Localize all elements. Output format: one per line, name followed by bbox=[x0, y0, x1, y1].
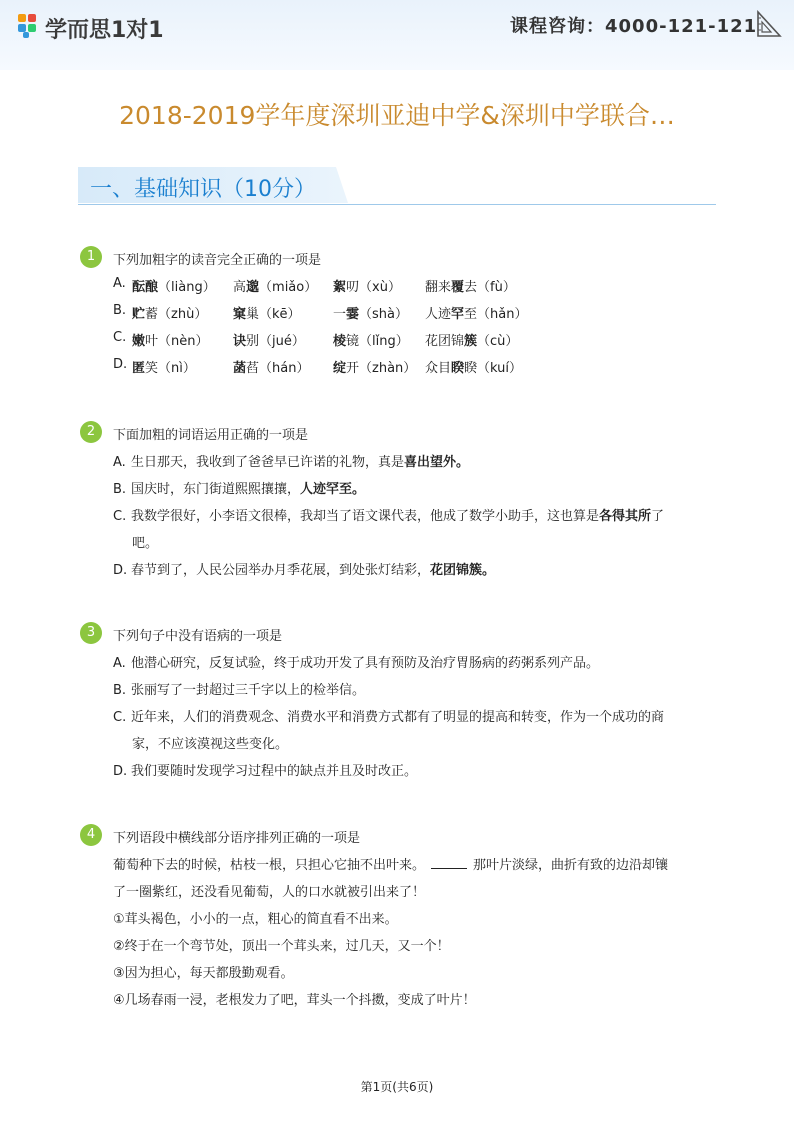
bold-term: 睽 bbox=[451, 361, 465, 376]
option-text: （miǎo） bbox=[259, 280, 318, 295]
question-number-badge: 1 bbox=[80, 246, 102, 268]
bold-term: 人迹罕至。 bbox=[300, 482, 366, 497]
option-text: 高 bbox=[233, 280, 247, 295]
document-title: 2018-2019学年度深圳亚迪中学&深圳中学联合… bbox=[119, 101, 675, 130]
question-stem: 下面加粗的词语运用正确的一项是 bbox=[113, 428, 309, 443]
option-item bbox=[333, 330, 409, 349]
bold-term: 菡 bbox=[233, 361, 247, 376]
bold-term: 嫩 bbox=[132, 334, 146, 349]
option-text: 别（jué） bbox=[246, 334, 305, 349]
option-text: 叨（xù） bbox=[346, 280, 401, 295]
passage-line: 了一圈紫红，还没看见葡萄，人的口水就被引出来了！ bbox=[113, 885, 426, 900]
passage-line bbox=[113, 854, 668, 873]
option-row bbox=[113, 679, 365, 698]
bold-term: 酝酿 bbox=[132, 280, 159, 295]
option-text: 了 bbox=[651, 509, 665, 524]
option-item bbox=[425, 303, 527, 322]
option-text: 至（hǎn） bbox=[464, 307, 528, 322]
option-text: 巢（kē） bbox=[246, 307, 301, 322]
option-text: 翻来 bbox=[425, 280, 452, 295]
sentence-item: ④几场春雨一浸，老根发力了吧，茸头一个抖擞，变成了叶片！ bbox=[113, 993, 476, 1008]
passage-text: 那叶片淡绿，曲折有致的边沿却镶 bbox=[473, 858, 669, 873]
option-row bbox=[113, 303, 713, 321]
option-row bbox=[113, 652, 599, 671]
bold-term: 诀 bbox=[233, 334, 247, 349]
option-label: B. bbox=[113, 303, 127, 318]
bold-term: 贮 bbox=[132, 307, 146, 322]
option-item bbox=[333, 276, 401, 295]
option-text: （cù） bbox=[477, 334, 519, 349]
question-stem: 下列句子中没有语病的一项是 bbox=[113, 629, 283, 644]
option-label: B. bbox=[113, 683, 127, 698]
bold-term: 绽 bbox=[333, 361, 347, 376]
option-label: D. bbox=[113, 764, 128, 779]
bold-term: 棱 bbox=[333, 334, 347, 349]
option-label: C. bbox=[113, 330, 127, 345]
question-stem: 下列加粗字的读音完全正确的一项是 bbox=[113, 253, 322, 268]
option-text: 众目 bbox=[425, 361, 452, 376]
option-text: 开（zhàn） bbox=[346, 361, 417, 376]
question-number-badge: 2 bbox=[80, 421, 102, 443]
option-label: B. bbox=[113, 482, 127, 497]
ruler-triangle-icon bbox=[756, 10, 782, 38]
option-text: （shà） bbox=[359, 307, 409, 322]
bold-term: 窠 bbox=[233, 307, 247, 322]
question-number-badge: 3 bbox=[80, 622, 102, 644]
option-text: 国庆时，东门街道熙熙攘攘， bbox=[131, 482, 301, 497]
option-text: 叶（nèn） bbox=[145, 334, 209, 349]
option-row bbox=[113, 706, 664, 725]
option-text: （liàng） bbox=[158, 280, 216, 295]
bold-term: 花团锦簇。 bbox=[430, 563, 496, 578]
option-item bbox=[333, 357, 416, 376]
brand-logo[interactable] bbox=[12, 8, 212, 43]
option-text: 我数学很好，小李语文很棒，我却当了语文课代表，他成了数学小助手，这也算是 bbox=[131, 509, 600, 524]
option-text: 睽（kuí） bbox=[464, 361, 523, 376]
option-text: 生日那天，我收到了爸爸早已许诺的礼物，真是 bbox=[131, 455, 405, 470]
bold-term: 覆 bbox=[451, 280, 465, 295]
option-item bbox=[132, 276, 216, 295]
option-text: 我们要随时发现学习过程中的缺点并且及时改正。 bbox=[131, 764, 418, 779]
page-header bbox=[0, 0, 794, 70]
option-text: 张丽写了一封超过三千字以上的检举信。 bbox=[131, 683, 366, 698]
option-row bbox=[113, 276, 713, 294]
option-text: 花团锦 bbox=[425, 334, 465, 349]
option-row bbox=[113, 330, 713, 348]
logo-text: 学而思1对1 bbox=[45, 18, 164, 43]
passage-text: 葡萄种下去的时候，枯枝一根，只担心它抽不出叶来。 bbox=[113, 858, 426, 873]
answer-blank bbox=[431, 857, 467, 869]
bold-term: 匿 bbox=[132, 361, 146, 376]
option-text: 去（fù） bbox=[464, 280, 516, 295]
option-text: 人迹 bbox=[425, 307, 452, 322]
option-row bbox=[132, 733, 288, 752]
option-row bbox=[113, 505, 664, 524]
option-item bbox=[425, 330, 518, 349]
course-hotline: 课程咨询：4000-121-121 bbox=[510, 16, 758, 37]
option-item bbox=[425, 357, 522, 376]
option-item bbox=[233, 357, 309, 376]
option-row bbox=[113, 760, 417, 779]
option-text: 吧。 bbox=[132, 536, 159, 551]
option-text: 近年来，人们的消费观念、消费水平和消费方式都有了明显的提高和转变，作为一个成功的商 bbox=[131, 710, 665, 725]
sentence-item: ③因为担心，每天都殷勤观看。 bbox=[113, 966, 294, 981]
bold-term: 罕 bbox=[451, 307, 465, 322]
option-row bbox=[132, 532, 158, 551]
option-text: 萏（hán） bbox=[246, 361, 310, 376]
section-title: 一、基础知识（10分） bbox=[90, 177, 316, 202]
option-item bbox=[132, 303, 207, 322]
bold-term: 邈 bbox=[246, 280, 260, 295]
option-row bbox=[113, 451, 469, 470]
option-row bbox=[113, 357, 713, 375]
option-text: 一 bbox=[333, 307, 347, 322]
option-text: 蓄（zhù） bbox=[145, 307, 208, 322]
option-label: A. bbox=[113, 455, 126, 470]
option-text: 笑（nì） bbox=[145, 361, 196, 376]
option-text: 他潜心研究，反复试验，终于成功开发了具有预防及治疗胃肠病的药粥系列产品。 bbox=[131, 656, 600, 671]
question-number-badge: 4 bbox=[80, 824, 102, 846]
bold-term: 霎 bbox=[346, 307, 360, 322]
option-item bbox=[233, 303, 301, 322]
option-label: C. bbox=[113, 509, 127, 524]
option-row bbox=[113, 559, 495, 578]
option-item bbox=[233, 276, 317, 295]
option-label: C. bbox=[113, 710, 127, 725]
option-item bbox=[233, 330, 305, 349]
page-footer: 第1页(共6页) bbox=[360, 1080, 434, 1094]
option-text: 家，不应该漠视这些变化。 bbox=[132, 737, 289, 752]
logo-icon bbox=[18, 14, 40, 38]
option-label: D. bbox=[113, 563, 128, 578]
option-label: A. bbox=[113, 276, 126, 291]
option-item bbox=[425, 276, 516, 295]
option-label: A. bbox=[113, 656, 126, 671]
option-text: 镜（lǐng） bbox=[346, 334, 409, 349]
bold-term: 喜出望外。 bbox=[404, 455, 470, 470]
section-divider bbox=[78, 204, 716, 205]
option-item bbox=[333, 303, 408, 322]
option-label: D. bbox=[113, 357, 128, 372]
option-item bbox=[132, 357, 196, 376]
question-stem: 下列语段中横线部分语序排列正确的一项是 bbox=[113, 831, 361, 846]
bold-term: 各得其所 bbox=[599, 509, 652, 524]
option-row bbox=[113, 478, 365, 497]
option-text: 春节到了，人民公园举办月季花展，到处张灯结彩， bbox=[131, 563, 431, 578]
bold-term: 絮 bbox=[333, 280, 347, 295]
sentence-item: ②终于在一个弯节处，顶出一个茸头来，过几天，又一个！ bbox=[113, 939, 450, 954]
bold-term: 簇 bbox=[464, 334, 478, 349]
sentence-item: ①茸头褐色，小小的一点，粗心的简直看不出来。 bbox=[113, 912, 398, 927]
option-item bbox=[132, 330, 209, 349]
